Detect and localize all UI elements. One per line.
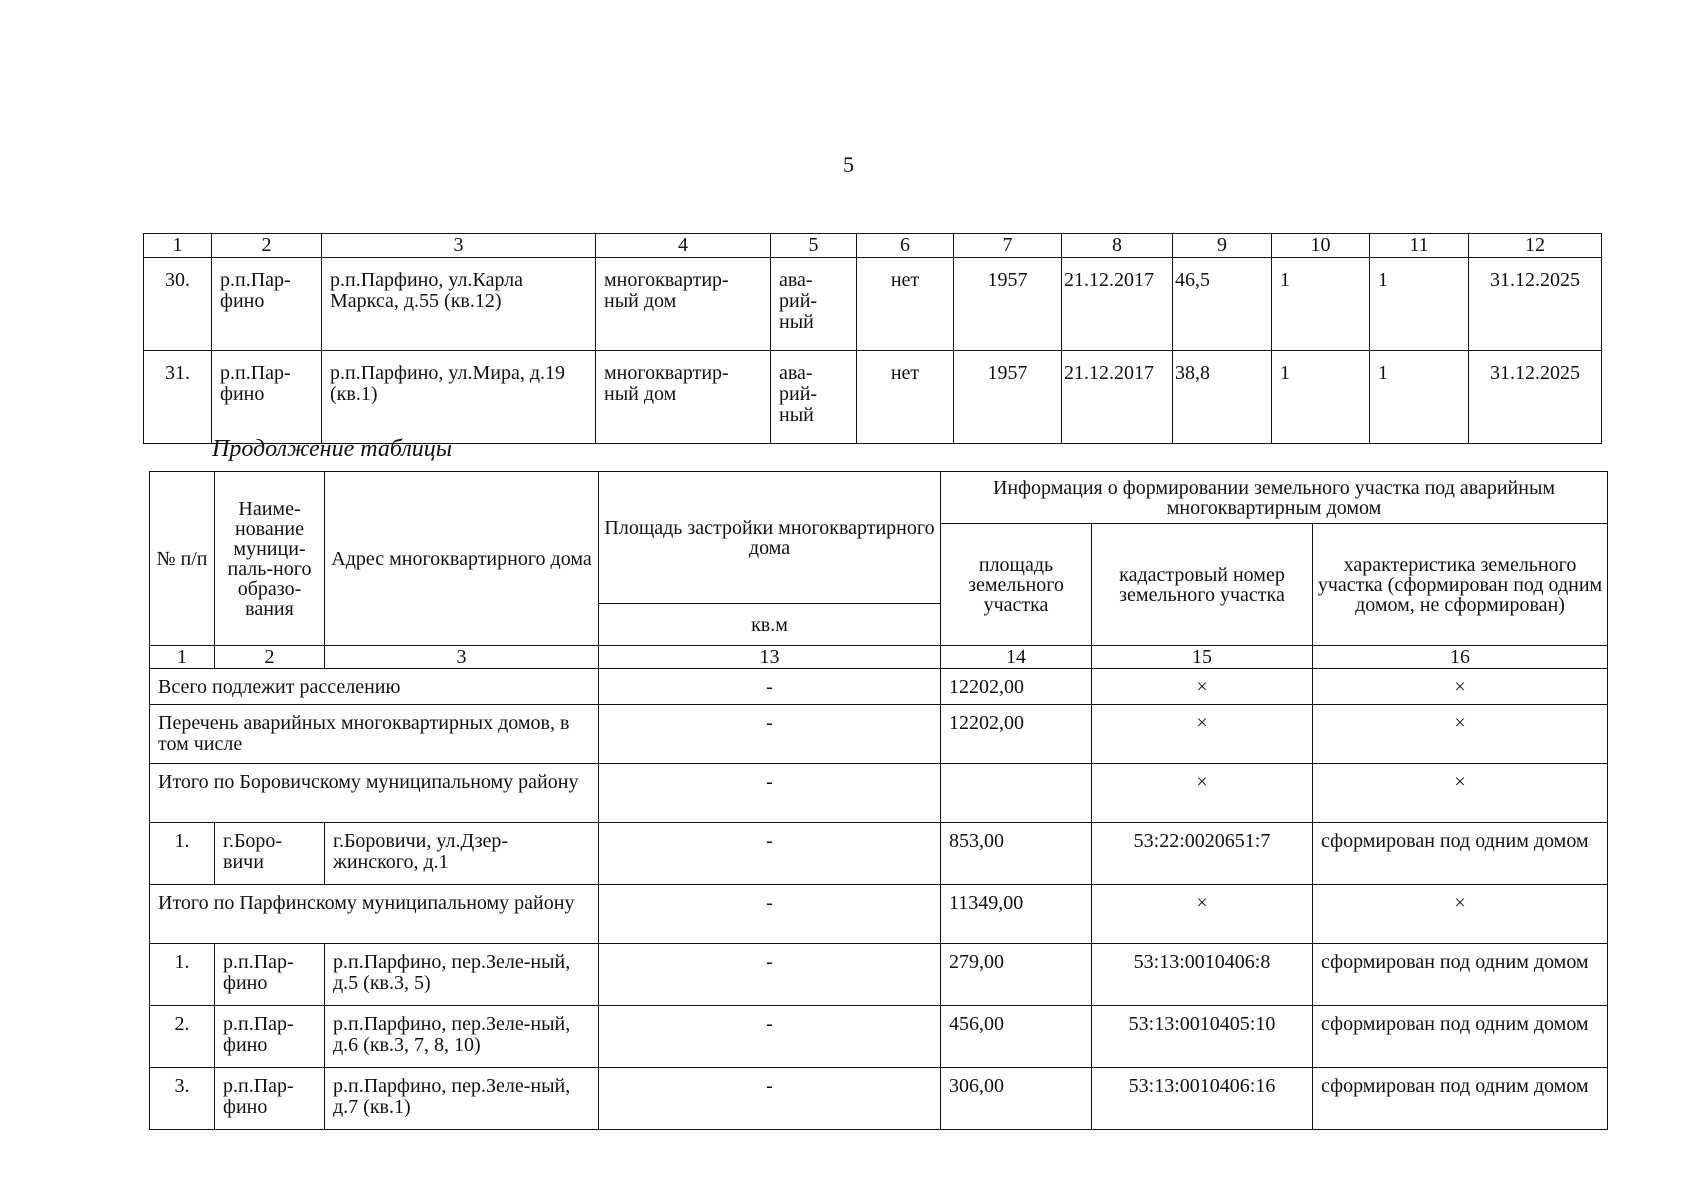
municipality: р.п.Пар-фино	[215, 1068, 325, 1130]
municipality: г.Боро-вичи	[215, 823, 325, 885]
page-number: 5	[843, 152, 854, 177]
house-type: многоквартир-ный дом	[596, 258, 771, 351]
cell-11: 1	[1370, 351, 1469, 444]
land-area-value	[941, 764, 1092, 823]
address: р.п.Парфино, пер.Зеле-ный, д.6 (кв.3, 7, 8, 10)	[325, 1006, 599, 1068]
cadastral-value: ×	[1092, 764, 1313, 823]
cadastral-value: ×	[1092, 705, 1313, 764]
built-area-value: -	[599, 669, 941, 705]
built-area-value: -	[599, 944, 941, 1006]
built-area-value: -	[599, 823, 941, 885]
summary-label: Итого по Боровичскому муниципальному району	[150, 764, 599, 823]
column-number-row	[144, 234, 1602, 258]
year: 1957	[954, 258, 1062, 351]
characteristic-value: ×	[1313, 705, 1608, 764]
municipality: р.п.Пар-фино	[212, 258, 322, 351]
header-built-area: Площадь застройки многоквартирного дома	[599, 472, 941, 604]
built-area-value: -	[599, 885, 941, 944]
col-num: 1	[150, 646, 215, 669]
row-number: 1.	[150, 823, 215, 885]
cell-6: нет	[857, 351, 954, 444]
col-num: 4	[596, 234, 771, 258]
built-area-value: -	[599, 705, 941, 764]
deadline: 31.12.2025	[1469, 258, 1602, 351]
built-area-value: -	[599, 764, 941, 823]
unit-built-area: кв.м	[599, 604, 941, 646]
row-number: 3.	[150, 1068, 215, 1130]
deadline: 31.12.2025	[1469, 351, 1602, 444]
col-num: 8	[1062, 234, 1173, 258]
cadastral-value: ×	[1092, 669, 1313, 705]
header-land-area: площадь земельного участка	[941, 524, 1092, 646]
header-row	[150, 472, 1608, 524]
col-num: 11	[1370, 234, 1469, 258]
recognition-date: 21.12.2017	[1062, 351, 1173, 444]
header-municipality: Наиме-нование муници-паль-ного образо-вания	[215, 472, 325, 646]
summary-row	[150, 705, 1608, 764]
table-row	[150, 1068, 1608, 1130]
characteristic-value: сформирован под одним домом	[1313, 1006, 1608, 1068]
col-num: 3	[322, 234, 596, 258]
col-num: 9	[1173, 234, 1272, 258]
address: р.п.Парфино, пер.Зеле-ный, д.7 (кв.1)	[325, 1068, 599, 1130]
col-num: 2	[212, 234, 322, 258]
house-state: ава-рий-ный	[771, 258, 857, 351]
col-num: 6	[857, 234, 954, 258]
land-area-value: 306,00	[941, 1068, 1092, 1130]
characteristic-value: сформирован под одним домом	[1313, 1068, 1608, 1130]
cadastral-value: 53:13:0010406:8	[1092, 944, 1313, 1006]
recognition-date: 21.12.2017	[1062, 258, 1173, 351]
table-row	[150, 944, 1608, 1006]
summary-row	[150, 885, 1608, 944]
characteristic-value: ×	[1313, 885, 1608, 944]
municipality: р.п.Пар-фино	[215, 1006, 325, 1068]
address: г.Боровичи, ул.Дзер-жинского, д.1	[325, 823, 599, 885]
land-area-value: 11349,00	[941, 885, 1092, 944]
table-row	[144, 351, 1602, 444]
built-area-value: -	[599, 1006, 941, 1068]
cell-11: 1	[1370, 258, 1469, 351]
housing-table-part2	[149, 471, 1608, 1130]
row-number: 2.	[150, 1006, 215, 1068]
characteristic-value: сформирован под одним домом	[1313, 823, 1608, 885]
table-row	[150, 823, 1608, 885]
col-num: 10	[1272, 234, 1370, 258]
col-num: 7	[954, 234, 1062, 258]
area: 46,5	[1173, 258, 1272, 351]
house-type: многоквартир-ный дом	[596, 351, 771, 444]
header-characteristic: характеристика земельного участка (сформирован под одним домом, не сформирован)	[1313, 524, 1608, 646]
housing-table-part1	[143, 233, 1602, 444]
characteristic-value: ×	[1313, 764, 1608, 823]
header-num: № п/п	[150, 472, 215, 646]
col-num: 5	[771, 234, 857, 258]
table-row	[150, 1006, 1608, 1068]
characteristic-value: сформирован под одним домом	[1313, 944, 1608, 1006]
land-area-value: 279,00	[941, 944, 1092, 1006]
cadastral-value: 53:22:0020651:7	[1092, 823, 1313, 885]
land-area-value: 853,00	[941, 823, 1092, 885]
cadastral-value: 53:13:0010406:16	[1092, 1068, 1313, 1130]
summary-row	[150, 764, 1608, 823]
col-num: 12	[1469, 234, 1602, 258]
year: 1957	[954, 351, 1062, 444]
cadastral-value: ×	[1092, 885, 1313, 944]
col-num: 3	[325, 646, 599, 669]
col-num: 13	[599, 646, 941, 669]
land-area-value: 12202,00	[941, 669, 1092, 705]
continuation-title: Продолжение таблицы	[212, 436, 453, 462]
area: 38,8	[1173, 351, 1272, 444]
summary-row	[150, 669, 1608, 705]
col-num: 2	[215, 646, 325, 669]
col-num: 14	[941, 646, 1092, 669]
summary-label: Всего подлежит расселению	[150, 669, 599, 705]
column-number-row	[150, 646, 1608, 669]
built-area-value: -	[599, 1068, 941, 1130]
row-number: 30.	[144, 258, 212, 351]
cell-6: нет	[857, 258, 954, 351]
house-state: ава-рий-ный	[771, 351, 857, 444]
row-number: 31.	[144, 351, 212, 444]
address: р.п.Парфино, ул.Карла Маркса, д.55 (кв.12)	[322, 258, 596, 351]
summary-label: Итого по Парфинскому муниципальному району	[150, 885, 599, 944]
municipality: р.п.Пар-фино	[212, 351, 322, 444]
cadastral-value: 53:13:0010405:10	[1092, 1006, 1313, 1068]
cell-10: 1	[1272, 351, 1370, 444]
col-num: 1	[144, 234, 212, 258]
municipality: р.п.Пар-фино	[215, 944, 325, 1006]
col-num: 16	[1313, 646, 1608, 669]
cell-10: 1	[1272, 258, 1370, 351]
header-land-info: Информация о формировании земельного участка под аварийным многоквартирным домом	[941, 472, 1608, 524]
header-cadastral: кадастровый номер земельного участка	[1092, 524, 1313, 646]
land-area-value: 12202,00	[941, 705, 1092, 764]
col-num: 15	[1092, 646, 1313, 669]
row-number: 1.	[150, 944, 215, 1006]
table-row	[144, 258, 1602, 351]
address: р.п.Парфино, ул.Мира, д.19 (кв.1)	[322, 351, 596, 444]
land-area-value: 456,00	[941, 1006, 1092, 1068]
summary-label: Перечень аварийных многоквартирных домов, в том числе	[150, 705, 599, 764]
characteristic-value: ×	[1313, 669, 1608, 705]
header-address: Адрес многоквартирного дома	[325, 472, 599, 646]
address: р.п.Парфино, пер.Зеле-ный, д.5 (кв.3, 5)	[325, 944, 599, 1006]
